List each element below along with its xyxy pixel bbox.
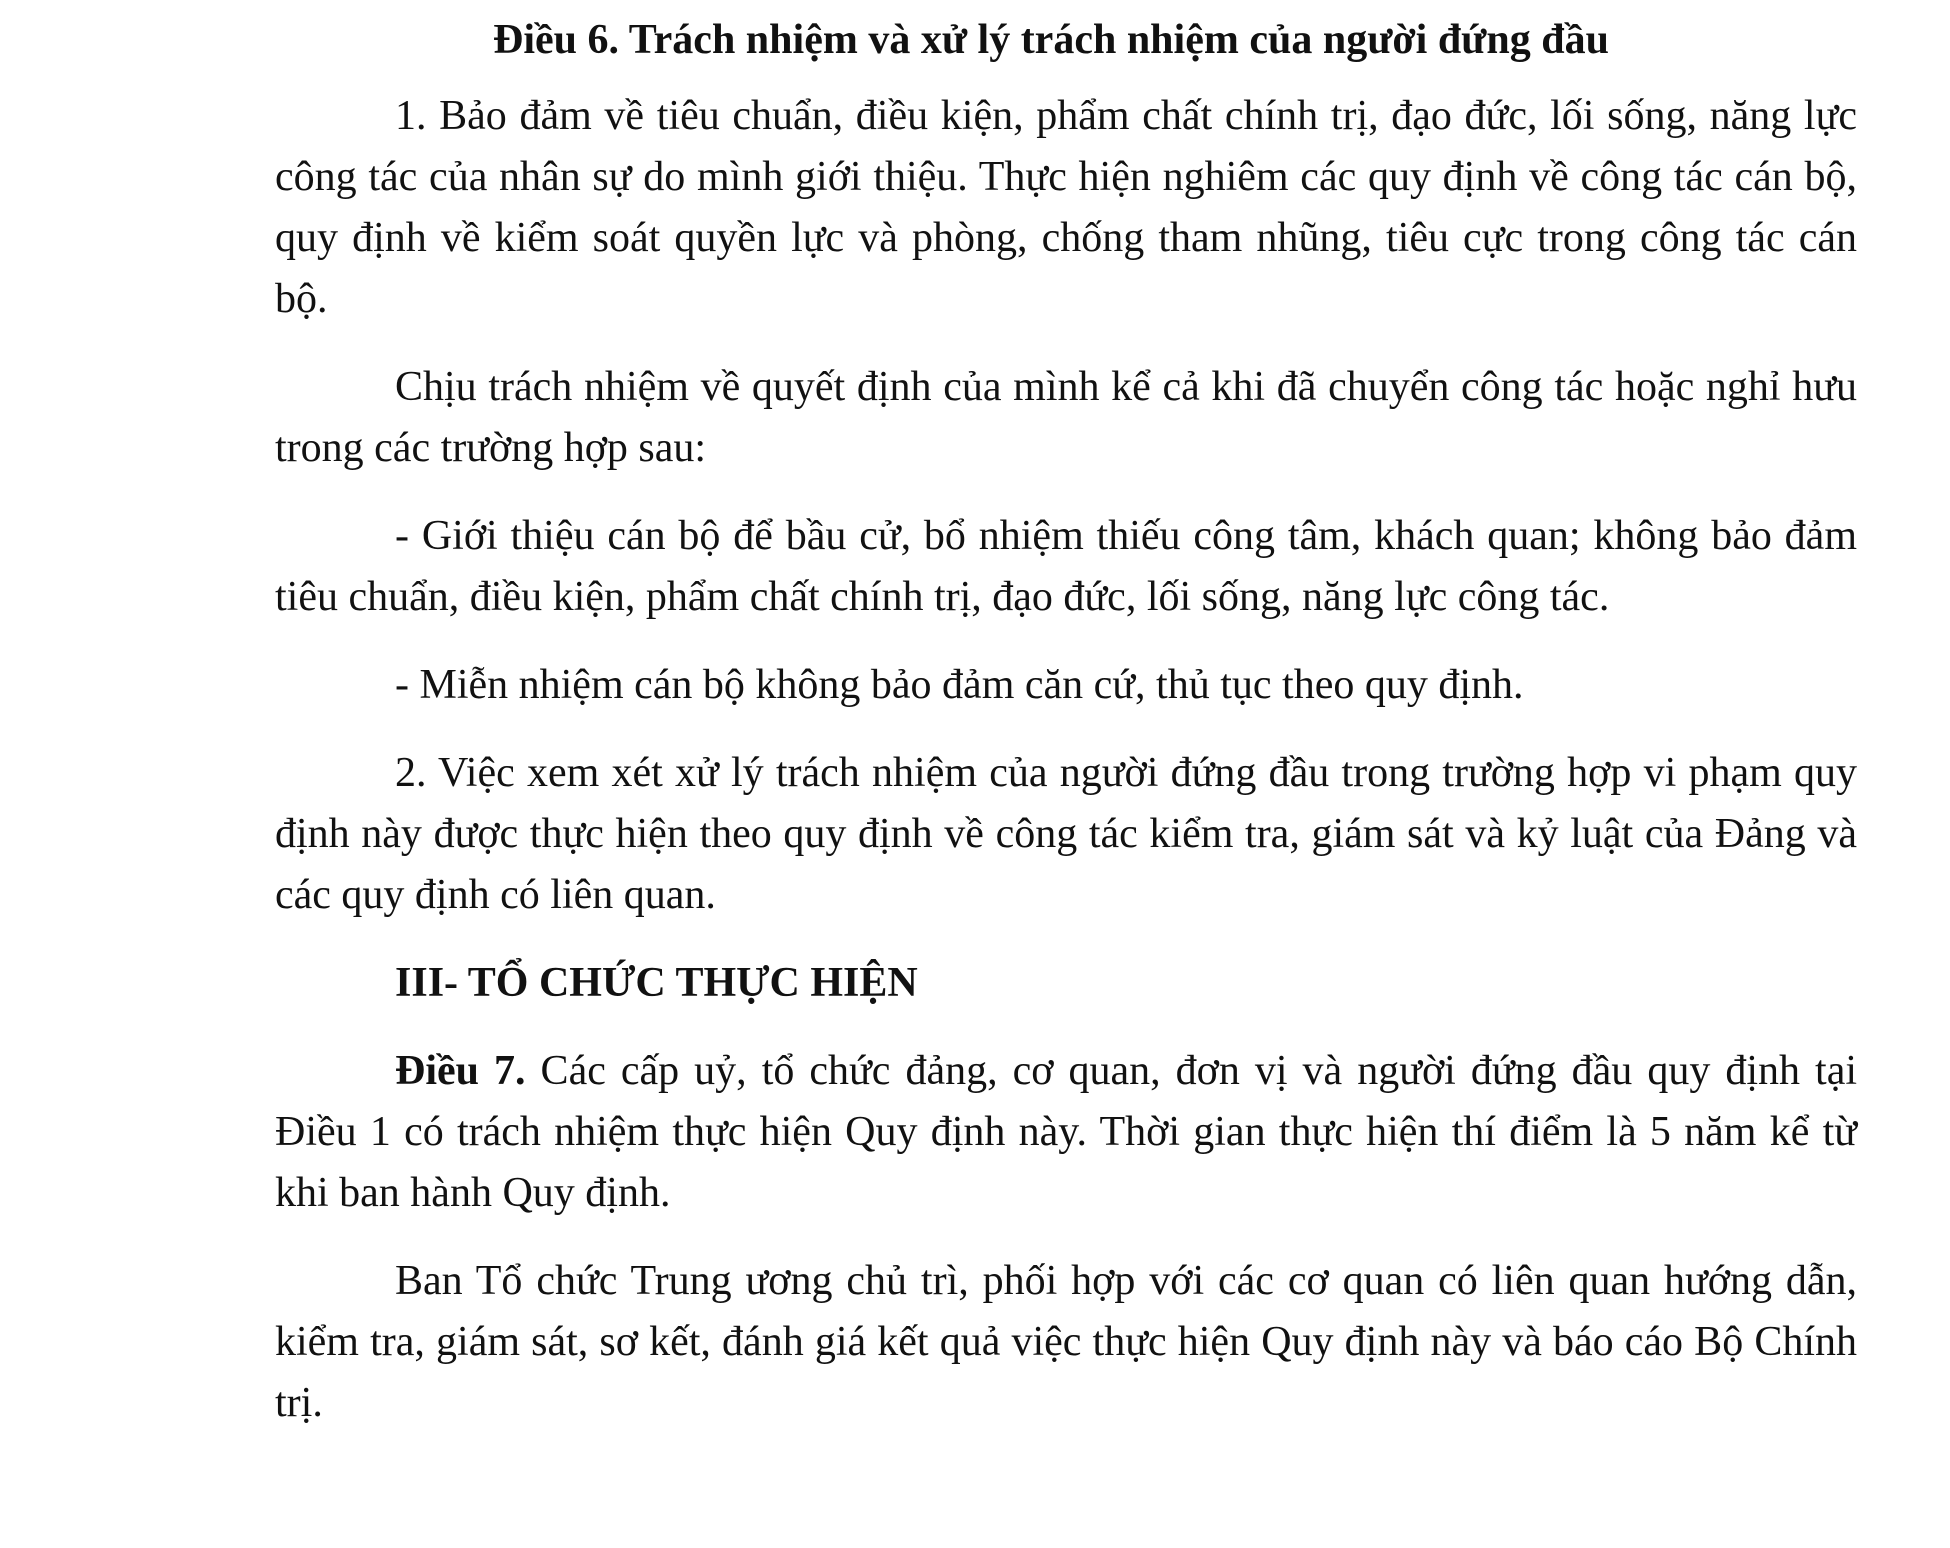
article-7-label: Điều 7. [395, 1048, 526, 1094]
article-7-paragraph-2: Ban Tổ chức Trung ương chủ trì, phối hợp với các cơ quan có liên quan hướng dẫn, kiểm tra, giám sát, sơ kết, đánh giá kết quả việc thực hiện Quy định này và báo cáo Bộ Chính trị. [275, 1258, 1857, 1426]
document-body [275, 12, 1857, 1461]
article-6-heading: Điều 6. Trách nhiệm và xử lý trách nhiệm của người đứng đầu [493, 17, 1609, 63]
article-6-paragraph-2: Chịu trách nhiệm về quyết định của mình kể cả khi đã chuyển công tác hoặc nghỉ hưu trong các trường hợp sau: [275, 364, 1857, 471]
article-7-paragraph-1 [275, 1041, 1857, 1224]
article-7-paragraph-1-text: Các cấp uỷ, tổ chức đảng, cơ quan, đơn vị và người đứng đầu quy định tại Điều 1 có trách nhiệm thực hiện Quy định này. Thời gian thực hiện thí điểm là 5 năm kể từ khi ban hành Quy định. [275, 1048, 1858, 1216]
section-3-heading: III- TỔ CHỨC THỰC HIỆN [395, 960, 918, 1006]
article-6-paragraph-3: 2. Việc xem xét xử lý trách nhiệm của người đứng đầu trong trường hợp vi phạm quy định này được thực hiện theo quy định về công tác kiểm tra, giám sát và kỷ luật của Đảng và các quy định có liên quan. [275, 750, 1857, 918]
article-6-bullet-1: - Giới thiệu cán bộ để bầu cử, bổ nhiệm thiếu công tâm, khách quan; không bảo đảm tiêu chuẩn, điều kiện, phẩm chất chính trị, đạo đức, lối sống, năng lực công tác. [275, 513, 1857, 620]
article-6-bullet-2: - Miễn nhiệm cán bộ không bảo đảm căn cứ, thủ tục theo quy định. [395, 662, 1524, 708]
article-6-paragraph-1: 1. Bảo đảm về tiêu chuẩn, điều kiện, phẩm chất chính trị, đạo đức, lối sống, năng lực công tác của nhân sự do mình giới thiệu. Thực hiện nghiêm các quy định về công tác cán bộ, quy định về kiểm soát quyền lực và phòng, chống tham nhũng, tiêu cực trong công tác cán bộ. [275, 93, 1857, 322]
